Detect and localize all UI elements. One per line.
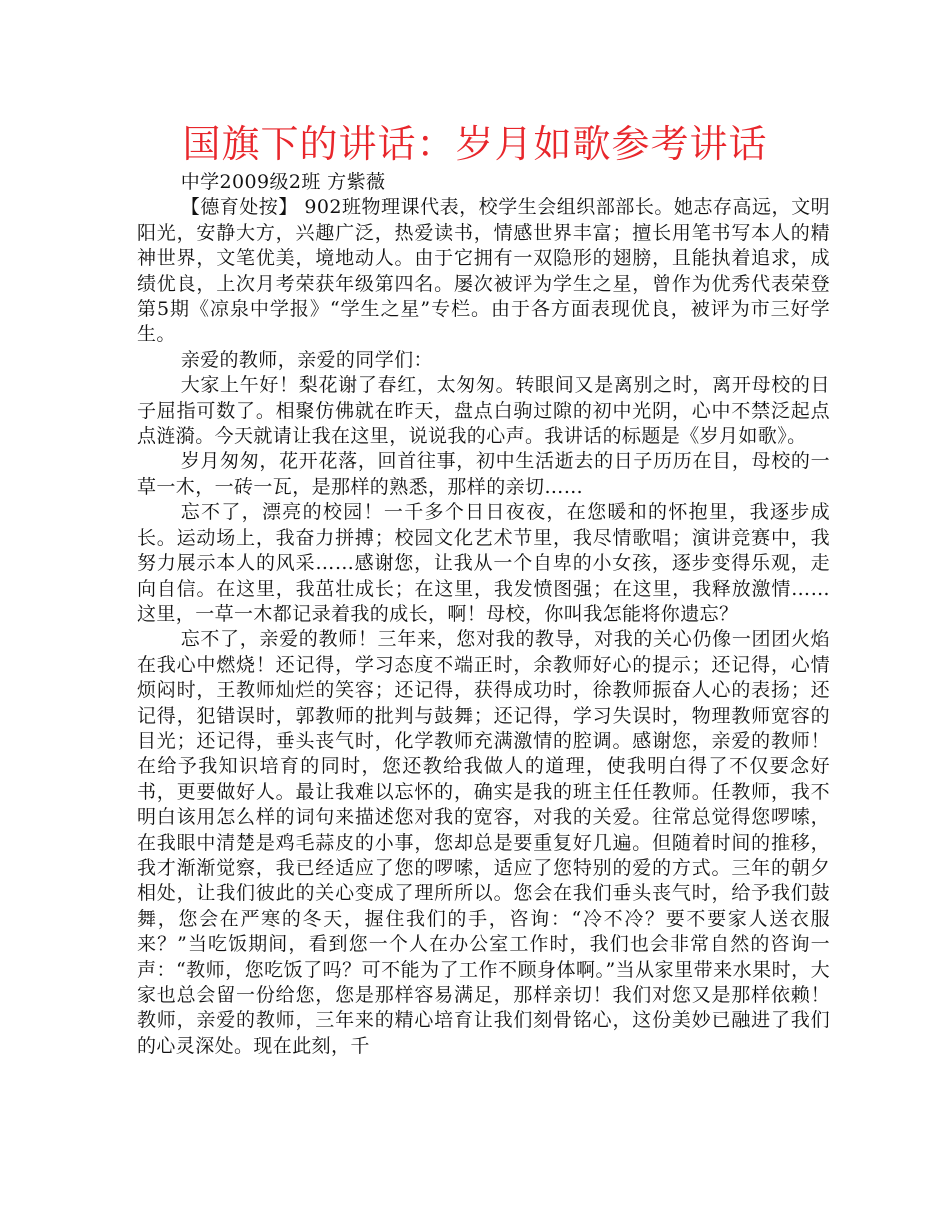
paragraph-salutation: 亲爱的教师，亲爱的同学们： [180, 348, 433, 371]
author-line: 中学2009级2班 方紫薇 [180, 171, 386, 193]
paragraph-campus: 忘不了，漂亮的校园！一千多个日日夜夜，在您暖和的怀抱里，我逐步成长。运动场上，我奋力拼搏；校园文化艺术节里，我尽情歌唱；演讲竞赛中，我努力展示本人的风采……感谢您，让我从一个自卑的小女孩，逐步变得乐观，走向自信。在这里，我茁壮成长；在这里，我发愤图强；在这里，我释放激情……这里，一草一木都记录着我的成长，啊！母校，你叫我怎能将你遗忘？ [137, 501, 830, 625]
document-body [137, 170, 830, 1059]
paragraph-years: 岁月匆匆，花开花落，回首往事，初中生活逝去的日子历历在目，母校的一草一木，一砖一瓦，是那样的熟悉，那样的亲切…… [137, 450, 830, 498]
paragraph-greeting: 大家上午好！梨花谢了春红，太匆匆。转眼间又是离别之时，离开母校的日子屈指可数了。相聚仿佛就在昨天，盘点白驹过隙的初中光阴，心中不禁泛起点点涟漪。今天就请让我在这里，说说我的心声。我讲话的标题是《岁月如歌》。 [137, 374, 830, 448]
paragraph-editor-note: 【德育处按】 902班物理课代表，校学生会组织部部长。她志存高远，文明阳光，安静大方，兴趣广泛，热爱读书，情感世界丰富；擅长用笔书写本人的精神世界，文笔优美，境地动人。由于它拥有一双隐形的翅膀，且能执着追求，成绩优良，上次月考荣获年级第四名。屡次被评为学生之星，曾作为优秀代表荣登第5期《凉泉中学报》“学生之星”专栏。由于各方面表现优良，被评为市三好学生。 [137, 196, 830, 346]
document-title: 国旗下的讲话：岁月如歌参考讲话 [182, 122, 768, 166]
paragraph-teachers: 忘不了，亲爱的教师！三年来，您对我的教导，对我的关心仍像一团团火焰在我心中燃烧！还记得，学习态度不端正时，余教师好心的提示；还记得，心情烦闷时，王教师灿烂的笑容；还记得，获得成功时，徐教师振奋人心的表扬；还记得，犯错误时，郭教师的批判与鼓舞；还记得，学习失误时，物理教师宽容的目光；还记得，垂头丧气时，化学教师充满激情的腔调。感谢您，亲爱的教师！在给予我知识培育的同时，您还教给我做人的道理，使我明白得了不仅要念好书，更要做好人。最让我难以忘怀的，确实是我的班主任任教师。任教师，我不明白该用怎么样的词句来描述您对我的宽容，对我的关爱。往常总觉得您啰嗦，在我眼中清楚是鸡毛蒜皮的小事，您却总是要重复好几遍。但随着时间的推移，我才渐渐觉察，我已经适应了您的啰嗦，适应了您特别的爱的方式。三年的朝夕相处，让我们彼此的关心变成了理所所以。您会在我们垂头丧气时，给予我们鼓舞，您会在严寒的冬天，握住我们的手，咨询：“冷不冷？要不要家人送衣服来？”当吃饭期间，看到您一个人在办公室工作时，我们也会非常自然的咨询一声：“教师，您吃饭了吗？可不能为了工作不顾身体啊。”当从家里带来水果时，大家也总会留一份给您，您是那样容易满足，那样亲切！我们对您又是那样依赖！教师，亲爱的教师，三年来的精心培育让我们刻骨铭心，这份美妙已融进了我们的心灵深处。现在此刻，千 [137, 628, 830, 1057]
